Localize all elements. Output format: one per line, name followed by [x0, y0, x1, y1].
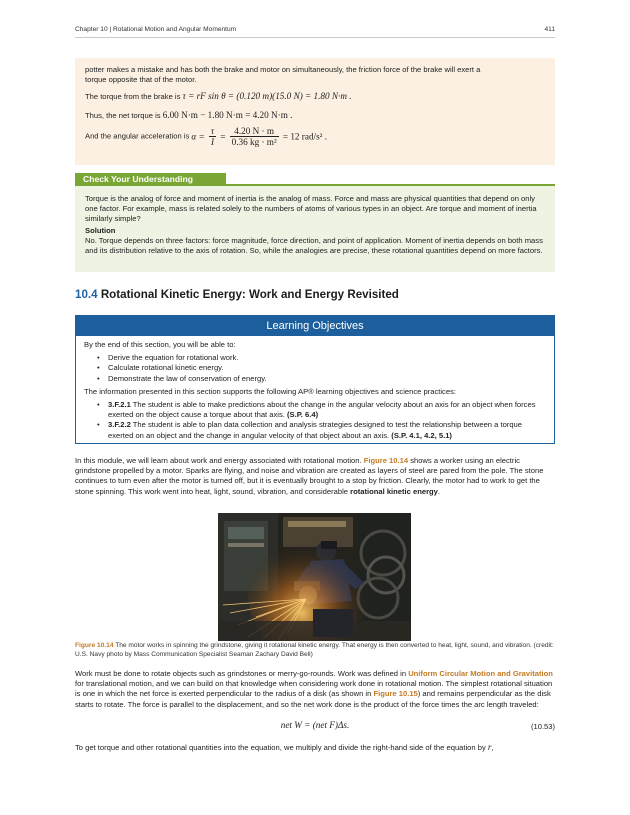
radius-symbol: r	[487, 742, 492, 752]
section-number: 10.4	[75, 288, 98, 301]
alpha-numerator: 4.20 N · m	[230, 126, 279, 137]
alpha-lhs: α =	[191, 131, 205, 142]
ap-objectives-list	[84, 400, 546, 441]
solution-text: No. Torque depends on three factors: force magnitude, force direction, and point of application. Moment of inertia depends on both mass and its distribution relative to the axis of rotation. So, while the analogies are precise, these rotational quantities depend on more factors.	[85, 236, 543, 256]
solution-label: Solution	[85, 226, 116, 235]
torque-paragraph: To get torque and other rotational quantities into the equation, we multiply and divide the right-hand side of the equation by r,	[75, 742, 494, 752]
grindstone-photo	[218, 513, 411, 641]
section-heading	[75, 288, 399, 302]
alpha-denominator: 0.36 kg · m²	[231, 137, 277, 147]
learning-objectives-title: Learning Objectives	[76, 316, 554, 336]
figure-10-15-link[interactable]: Figure 10.15	[373, 689, 418, 699]
grindstone-illustration	[218, 513, 411, 641]
angular-acceleration-label: And the angular acceleration is	[85, 131, 190, 141]
example-box	[75, 58, 555, 165]
objectives-list	[84, 353, 546, 384]
objective-item: • Derive the equation for rotational work.	[97, 353, 239, 363]
net-torque-equation: 6.00 N·m − 1.80 N·m = 4.20 N·m .	[162, 110, 293, 120]
work-paragraph: Work must be done to rotate objects such as grindstones or merry-go-rounds. Work was defined in Uniform Circular Motion and Gravitation for translational motion, and we can build on that knowledge when considering work done in rotational motion. The simplest rotational situation is one in which the net force is exerted perpendicular to the radius of a disk (as shown in Figure 10.15) and remains perpendicular as the disk starts to rotate. The force is parallel to the displacement, and so the net work done is the product of the force times the arc length traveled:	[75, 669, 553, 709]
brake-torque-equation: τ = rF sin θ = (0.120 m)(15.0 N) = 1.80 N·m .	[182, 91, 352, 101]
ap-objective-item: • 3.F.2.1 The student is able to make predictions about the change in the angular velocity about an axis for an object when forces exerted on the object cause a torque about that axis. (S.P. 6.4)	[97, 400, 536, 420]
ap-intro: The information presented in this section supports the following AP® learning objectives and science practices:	[84, 386, 456, 396]
header-divider	[75, 37, 555, 38]
equation-number: (10.53)	[530, 722, 555, 731]
intro-paragraph: In this module, we will learn about work and energy associated with rotational motion. Figure 10.14 shows a worker using an electric grindstone propelled by a motor. Sparks are flying, and noise and vibration are created as layers of steel are pared from the pole. The stone continues to turn even after the motor is turned off, but it is eventually brought to a stop by friction. Clearly, the motor had to work to get the stone spinning. This work went into heat, light, sound, vibration, and considerable rotational kinetic energy.	[75, 456, 544, 496]
alpha-fraction	[230, 126, 279, 147]
objectives-intro: By the end of this section, you will be able to:	[84, 340, 236, 349]
objective-item: • Demonstrate the law of conservation of energy.	[97, 373, 267, 383]
inertia-symbol: I	[210, 137, 215, 147]
equals-sign: =	[220, 131, 226, 142]
learning-objectives-content	[84, 340, 546, 441]
objective-item: • Calculate rotational kinetic energy.	[97, 363, 224, 373]
section-title: Rotational Kinetic Energy: Work and Energy Revisited	[100, 288, 399, 301]
brake-torque-label: The torque from the brake is	[85, 92, 181, 101]
example-intro-line-1: potter makes a mistake and has both the brake and motor on simultaneously, the friction force of the brake will exert a	[85, 65, 481, 74]
brake-torque-line	[85, 91, 352, 102]
check-understanding-box	[75, 186, 555, 272]
net-torque-label: Thus, the net torque is	[85, 111, 161, 120]
page-number: 411	[544, 26, 555, 33]
figure-caption	[75, 642, 555, 660]
rotational-kinetic-energy-term: rotational kinetic energy	[350, 486, 438, 496]
example-intro-line-2: torque opposite that of the motor.	[85, 75, 197, 84]
figure-label: Figure 10.14	[75, 642, 114, 649]
net-torque-line	[85, 110, 292, 121]
figure-10-14-link[interactable]: Figure 10.14	[363, 456, 409, 465]
uniform-circular-motion-link[interactable]: Uniform Circular Motion and Gravitation	[408, 669, 553, 678]
check-question: Torque is the analog of force and moment of inertia is the analog of mass. Force and mass are physical quantities that depend on only one factor. For example, mass is related solely to the numbers of atoms of various types in an object. Are torque and moment of inertia similarly simple?	[85, 194, 537, 224]
tau-over-i-fraction	[209, 126, 216, 147]
figure-caption-text: The motor works in spinning the grindstone, giving it rotational kinetic energy. That energy is then converted to heat, light, sound, and vibration. (credit: U.S. Navy photo by Mass Communication Specialist Seaman Zachary David Bell)	[75, 642, 554, 658]
check-understanding-title: Check Your Understanding	[75, 173, 226, 186]
alpha-result: = 12 rad/s² .	[282, 131, 328, 142]
tau-symbol: τ	[210, 126, 215, 136]
angular-acceleration-line	[85, 126, 327, 147]
equation-10-53: net W = (net F)Δs.	[280, 720, 350, 730]
running-header-chapter: Chapter 10 | Rotational Motion and Angular Momentum	[75, 26, 237, 33]
learning-objectives-box	[75, 315, 555, 444]
ap-objective-item: • 3.F.2.2 The student is able to plan data collection and analysis strategies designed to test the relationship between a torque exerted on an object and the change in angular velocity of that object about an axis. (S.P. 4.1, 4.2, 5.1)	[97, 420, 523, 440]
